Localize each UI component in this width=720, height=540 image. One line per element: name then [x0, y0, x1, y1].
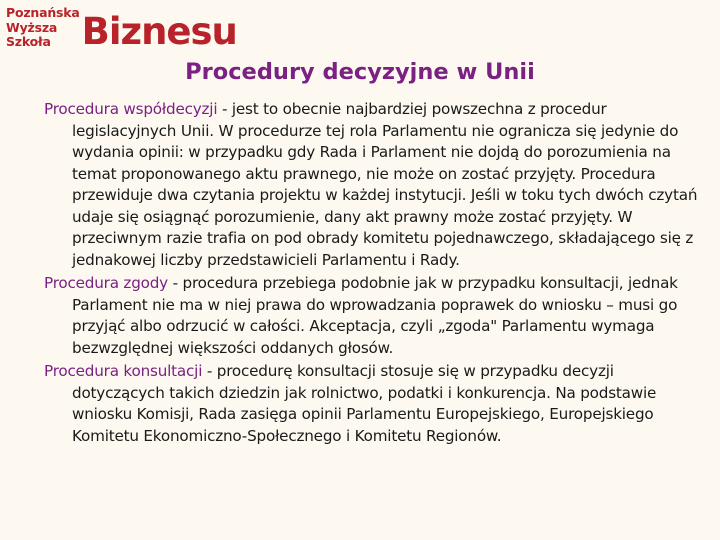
- slide-content: [44, 99, 704, 449]
- slide-title: Procedury decyzyjne w Unii: [185, 59, 535, 85]
- logo-line-3: Szkoła: [6, 34, 51, 50]
- logo-big-text: Biznesu: [81, 10, 237, 53]
- logo-line-2: Wyższa: [6, 19, 58, 35]
- logo-small-text: [6, 6, 80, 50]
- logo-line-1: Poznańska: [6, 5, 80, 21]
- text-codecision: - jest to obecnie najbardziej powszechna z procedur legislacyjnych Unii. W procedurze tej rola Parlamentu nie ogranicza się jedynie do wydania opinii: w przypadku gdy Rada i Parlament nie dojdą do porozumienia na temat proponowanego aktu prawnego, nie może on zostać przyjęty. Procedura przewiduje dwa czytania projektu w każdej instytucji. Jeśli w toku tych dwóch czytań udaje się osiągnąć porozumienie, dany akt prawny może zostać przyjęty. W przeciwnym razie trafia on pod obrady komitetu pojednawczego, składającego się z jednakowej liczby przedstawicieli Parlamentu i Rady.: [72, 100, 698, 269]
- term-consent: Procedura zgody: [44, 274, 168, 292]
- text-consent: - procedura przebiega podobnie jak w przypadku konsultacji, jednak Parlament nie ma w niej prawa do wprowadzania poprawek do wniosku – musi go przyjąć albo odrzucić w całości. Akceptacja, czyli „zgoda" Parlamentu wymaga bezwzględnej większości oddanych głosów.: [72, 274, 678, 357]
- term-codecision: Procedura współdecyzji: [44, 100, 218, 118]
- paragraph-consent: [44, 273, 704, 359]
- text-consultation: - procedurę konsultacji stosuje się w przypadku decyzji dotyczących takich dziedzin jak rolnictwo, podatki i konkurencja. Na podstawie wniosku Komisji, Rada zasięga opinii Parlamentu Europejskiego, Europejskiego Komitetu Ekonomiczno-Społecznego i Komitetu Regionów.: [72, 362, 657, 445]
- paragraph-codecision: [44, 99, 704, 271]
- term-consultation: Procedura konsultacji: [44, 362, 203, 380]
- paragraph-consultation: [44, 361, 704, 447]
- school-logo: [6, 4, 237, 52]
